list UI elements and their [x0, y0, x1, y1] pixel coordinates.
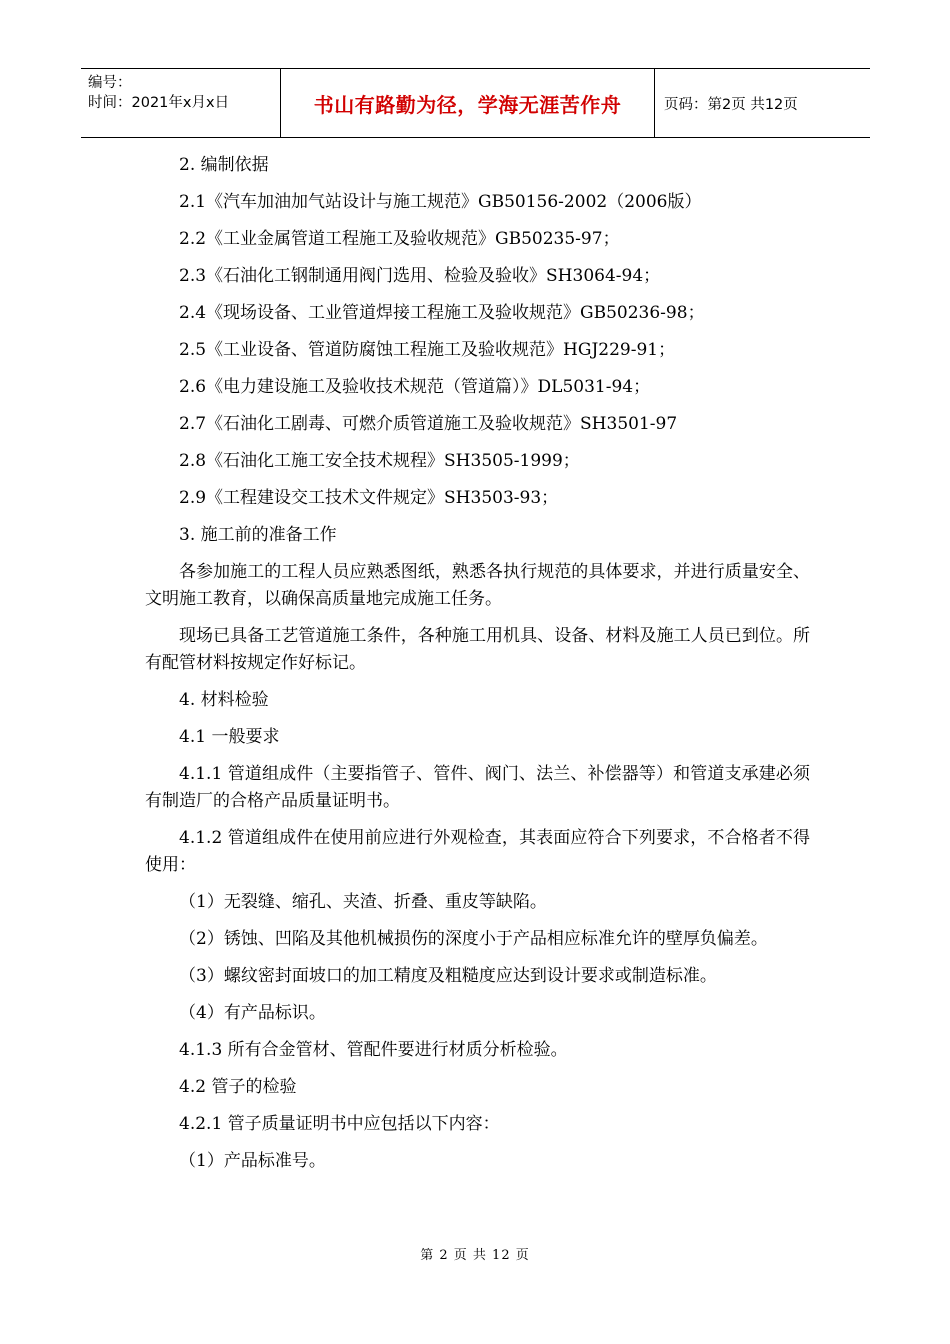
reference-item: 2.6《电力建设施工及验收技术规范（管道篇）》DL5031-94； [179, 377, 651, 397]
number-label: 编号： [88, 75, 132, 91]
reference-item: 2.3《石油化工钢制通用阀门选用、检验及验收》SH3064-94； [179, 266, 661, 286]
list-item: （1）无裂缝、缩孔、夹渣、折叠、重皮等缺陷。 [179, 892, 547, 912]
header-meta [81, 69, 281, 137]
page-footer: 第 2 页 共 12 页 [420, 1248, 530, 1263]
reference-item: 2.1《汽车加油加气站设计与施工规范》GB50156-2002（2006版） [179, 192, 702, 212]
reference-item: 2.4《现场设备、工业管道焊接工程施工及验收规范》GB50236-98； [179, 303, 705, 323]
body-paragraph: 现场已具备工艺管道施工条件，各种施工用机具、设备、材料及施工人员已到位。所有配管材料按规定作好标记。 [145, 626, 810, 673]
body-paragraph: 4.1.3 所有合金管材、管配件要进行材质分析检验。 [179, 1040, 568, 1060]
reference-item: 2.7《石油化工剧毒、可燃介质管道施工及验收规范》SH3501-97 [179, 414, 678, 434]
body-paragraph: 4.1.2 管道组成件在使用前应进行外观检查，其表面应符合下列要求，不合格者不得使用： [145, 828, 810, 875]
page-header [81, 68, 870, 138]
list-item: （1）产品标准号。 [179, 1151, 326, 1171]
section-heading: 3. 施工前的准备工作 [179, 525, 337, 545]
date-label: 时间：2021年x月x日 [88, 95, 230, 111]
header-page-info: 页码：第2页 共12页 [664, 96, 798, 113]
list-item: （2）锈蚀、凹陷及其他机械损伤的深度小于产品相应标准允许的壁厚负偏差。 [179, 929, 768, 949]
body-paragraph: 各参加施工的工程人员应熟悉图纸，熟悉各执行规范的具体要求，并进行质量安全、文明施工教育，以确保高质量地完成施工任务。 [145, 562, 810, 609]
subsection-heading: 4.2 管子的检验 [179, 1077, 297, 1097]
list-item: （4）有产品标识。 [179, 1003, 326, 1023]
reference-item: 2.9《工程建设交工技术文件规定》SH3503-93； [179, 488, 559, 508]
reference-item: 2.2《工业金属管道工程施工及验收规范》GB50235-97； [179, 229, 620, 249]
section-heading: 4. 材料检验 [179, 690, 269, 710]
section-heading: 2. 编制依据 [179, 155, 269, 175]
body-paragraph: 4.2.1 管子质量证明书中应包括以下内容： [179, 1114, 500, 1134]
header-motto: 书山有路勤为径，学海无涯苦作舟 [281, 69, 655, 137]
body-paragraph: 4.1.1 管道组成件（主要指管子、管件、阀门、法兰、补偿器等）和管道支承建必须有制造厂的合格产品质量证明书。 [145, 764, 810, 811]
list-item: （3）螺纹密封面坡口的加工精度及粗糙度应达到设计要求或制造标准。 [179, 966, 717, 986]
document-body [145, 152, 810, 1185]
subsection-heading: 4.1 一般要求 [179, 727, 280, 747]
reference-item: 2.8《石油化工施工安全技术规程》SH3505-1999； [179, 451, 580, 471]
reference-item: 2.5《工业设备、管道防腐蚀工程施工及验收规范》HGJ229-91； [179, 340, 676, 360]
